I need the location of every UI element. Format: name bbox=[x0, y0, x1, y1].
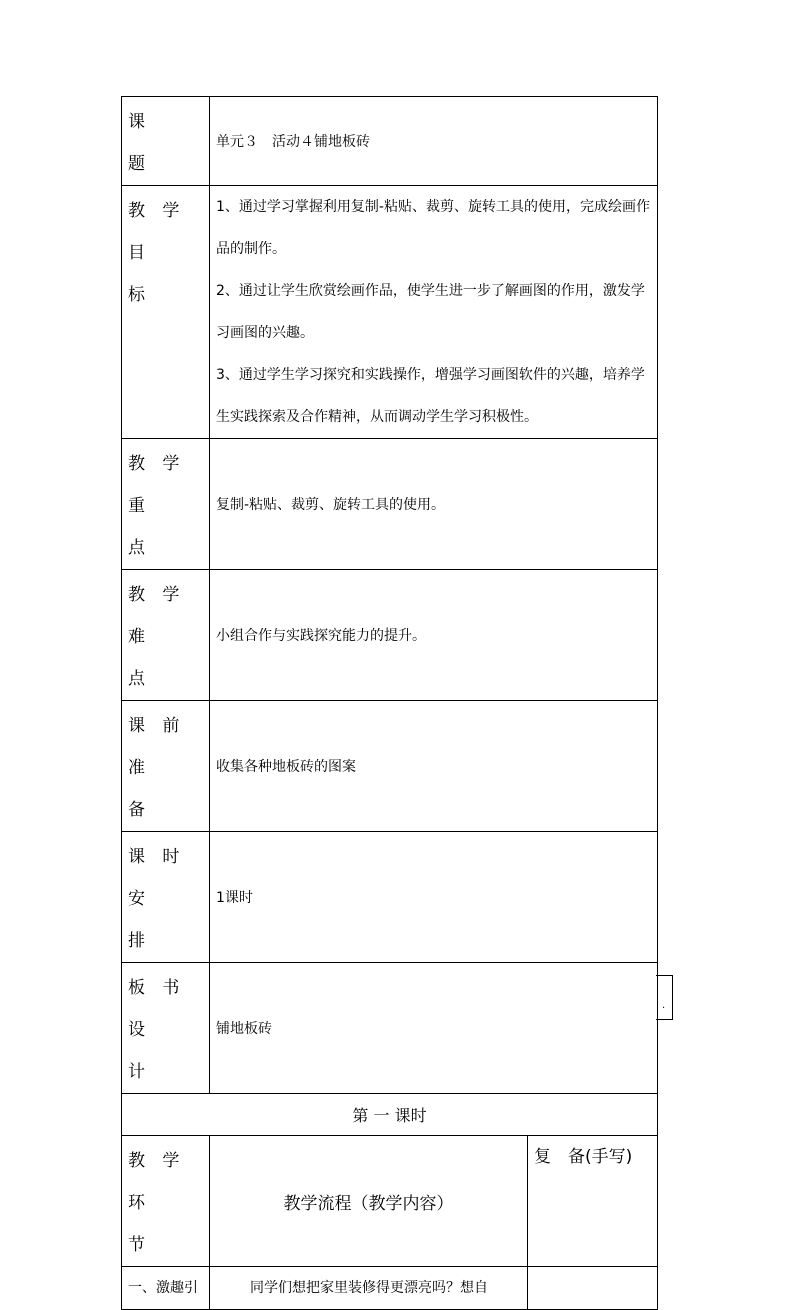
difficulties-label bbox=[122, 570, 210, 701]
topic-label-line1: 课 bbox=[128, 112, 145, 132]
first-step-stage: 一、激趣引 bbox=[122, 1267, 210, 1310]
objective-item: 2、通过让学生欣赏绘画作品，使学生进一步了解画图的作用，激发学习画图的兴趣。 bbox=[216, 283, 645, 341]
difficulties-row bbox=[122, 570, 658, 701]
topic-row bbox=[122, 97, 658, 186]
board-label-line1: 板 书 设 bbox=[128, 978, 186, 1040]
schedule-label bbox=[122, 832, 210, 963]
difficulties-label-line1: 教 学 难 bbox=[128, 585, 186, 647]
flow-header-row bbox=[122, 1136, 658, 1267]
objectives-row bbox=[122, 186, 658, 439]
objective-item: 1、通过学习掌握利用复制-粘贴、裁剪、旋转工具的使用，完成绘画作品的制作。 bbox=[216, 199, 650, 257]
key-points-label-line2: 点 bbox=[128, 538, 145, 558]
topic-label bbox=[122, 97, 210, 186]
key-points-row bbox=[122, 439, 658, 570]
board-label-line2: 计 bbox=[128, 1062, 145, 1082]
board-value: 铺地板砖 bbox=[210, 963, 658, 1094]
objectives-label-line2: 标 bbox=[128, 285, 145, 305]
topic-value: 单元３ 活动４铺地板砖 bbox=[210, 97, 658, 186]
stage-header-line2: 节 bbox=[128, 1235, 145, 1255]
preparation-label bbox=[122, 701, 210, 832]
preparation-value: 收集各种地板砖的图案 bbox=[210, 701, 658, 832]
schedule-row bbox=[122, 832, 658, 963]
objectives-label bbox=[122, 186, 210, 439]
schedule-label-line2: 排 bbox=[128, 931, 145, 951]
stage-header-line1: 教 学 环 bbox=[128, 1151, 186, 1213]
key-points-value: 复制-粘贴、裁剪、旋转工具的使用。 bbox=[210, 439, 658, 570]
preparation-label-line1: 课 前 准 bbox=[128, 716, 186, 778]
preparation-row bbox=[122, 701, 658, 832]
board-label bbox=[122, 963, 210, 1094]
process-header: 教学流程（教学内容） bbox=[210, 1136, 528, 1267]
first-step-content: 同学们想把家里装修得更漂亮吗？想自 bbox=[210, 1267, 528, 1310]
topic-label-line2: 题 bbox=[128, 154, 145, 174]
board-row bbox=[122, 963, 658, 1094]
key-points-label-line1: 教 学 重 bbox=[128, 454, 186, 516]
schedule-value: 1课时 bbox=[210, 832, 658, 963]
objectives-content bbox=[210, 186, 658, 439]
schedule-label-line1: 课 时 安 bbox=[128, 847, 186, 909]
session-title: 第 一 课时 bbox=[122, 1094, 658, 1136]
objective-item: 3、通过学生学习探究和实践操作，增强学习画图软件的兴趣，培养学生实践探索及合作精神，从而调动学生学习积极性。 bbox=[216, 367, 645, 425]
session-row bbox=[122, 1094, 658, 1136]
prep-header: 复 备(手写) bbox=[528, 1136, 658, 1267]
first-step-row bbox=[122, 1267, 658, 1310]
objectives-label-line1: 教 学 目 bbox=[128, 201, 186, 263]
stage-header bbox=[122, 1136, 210, 1267]
preparation-label-line2: 备 bbox=[128, 800, 145, 820]
difficulties-value: 小组合作与实践探究能力的提升。 bbox=[210, 570, 658, 701]
difficulties-label-line2: 点 bbox=[128, 669, 145, 689]
key-points-label bbox=[122, 439, 210, 570]
stray-mark: . bbox=[662, 1000, 666, 1011]
overflow-cell bbox=[656, 975, 673, 1020]
first-step-prep bbox=[528, 1267, 658, 1310]
lesson-plan-table bbox=[121, 96, 658, 1310]
